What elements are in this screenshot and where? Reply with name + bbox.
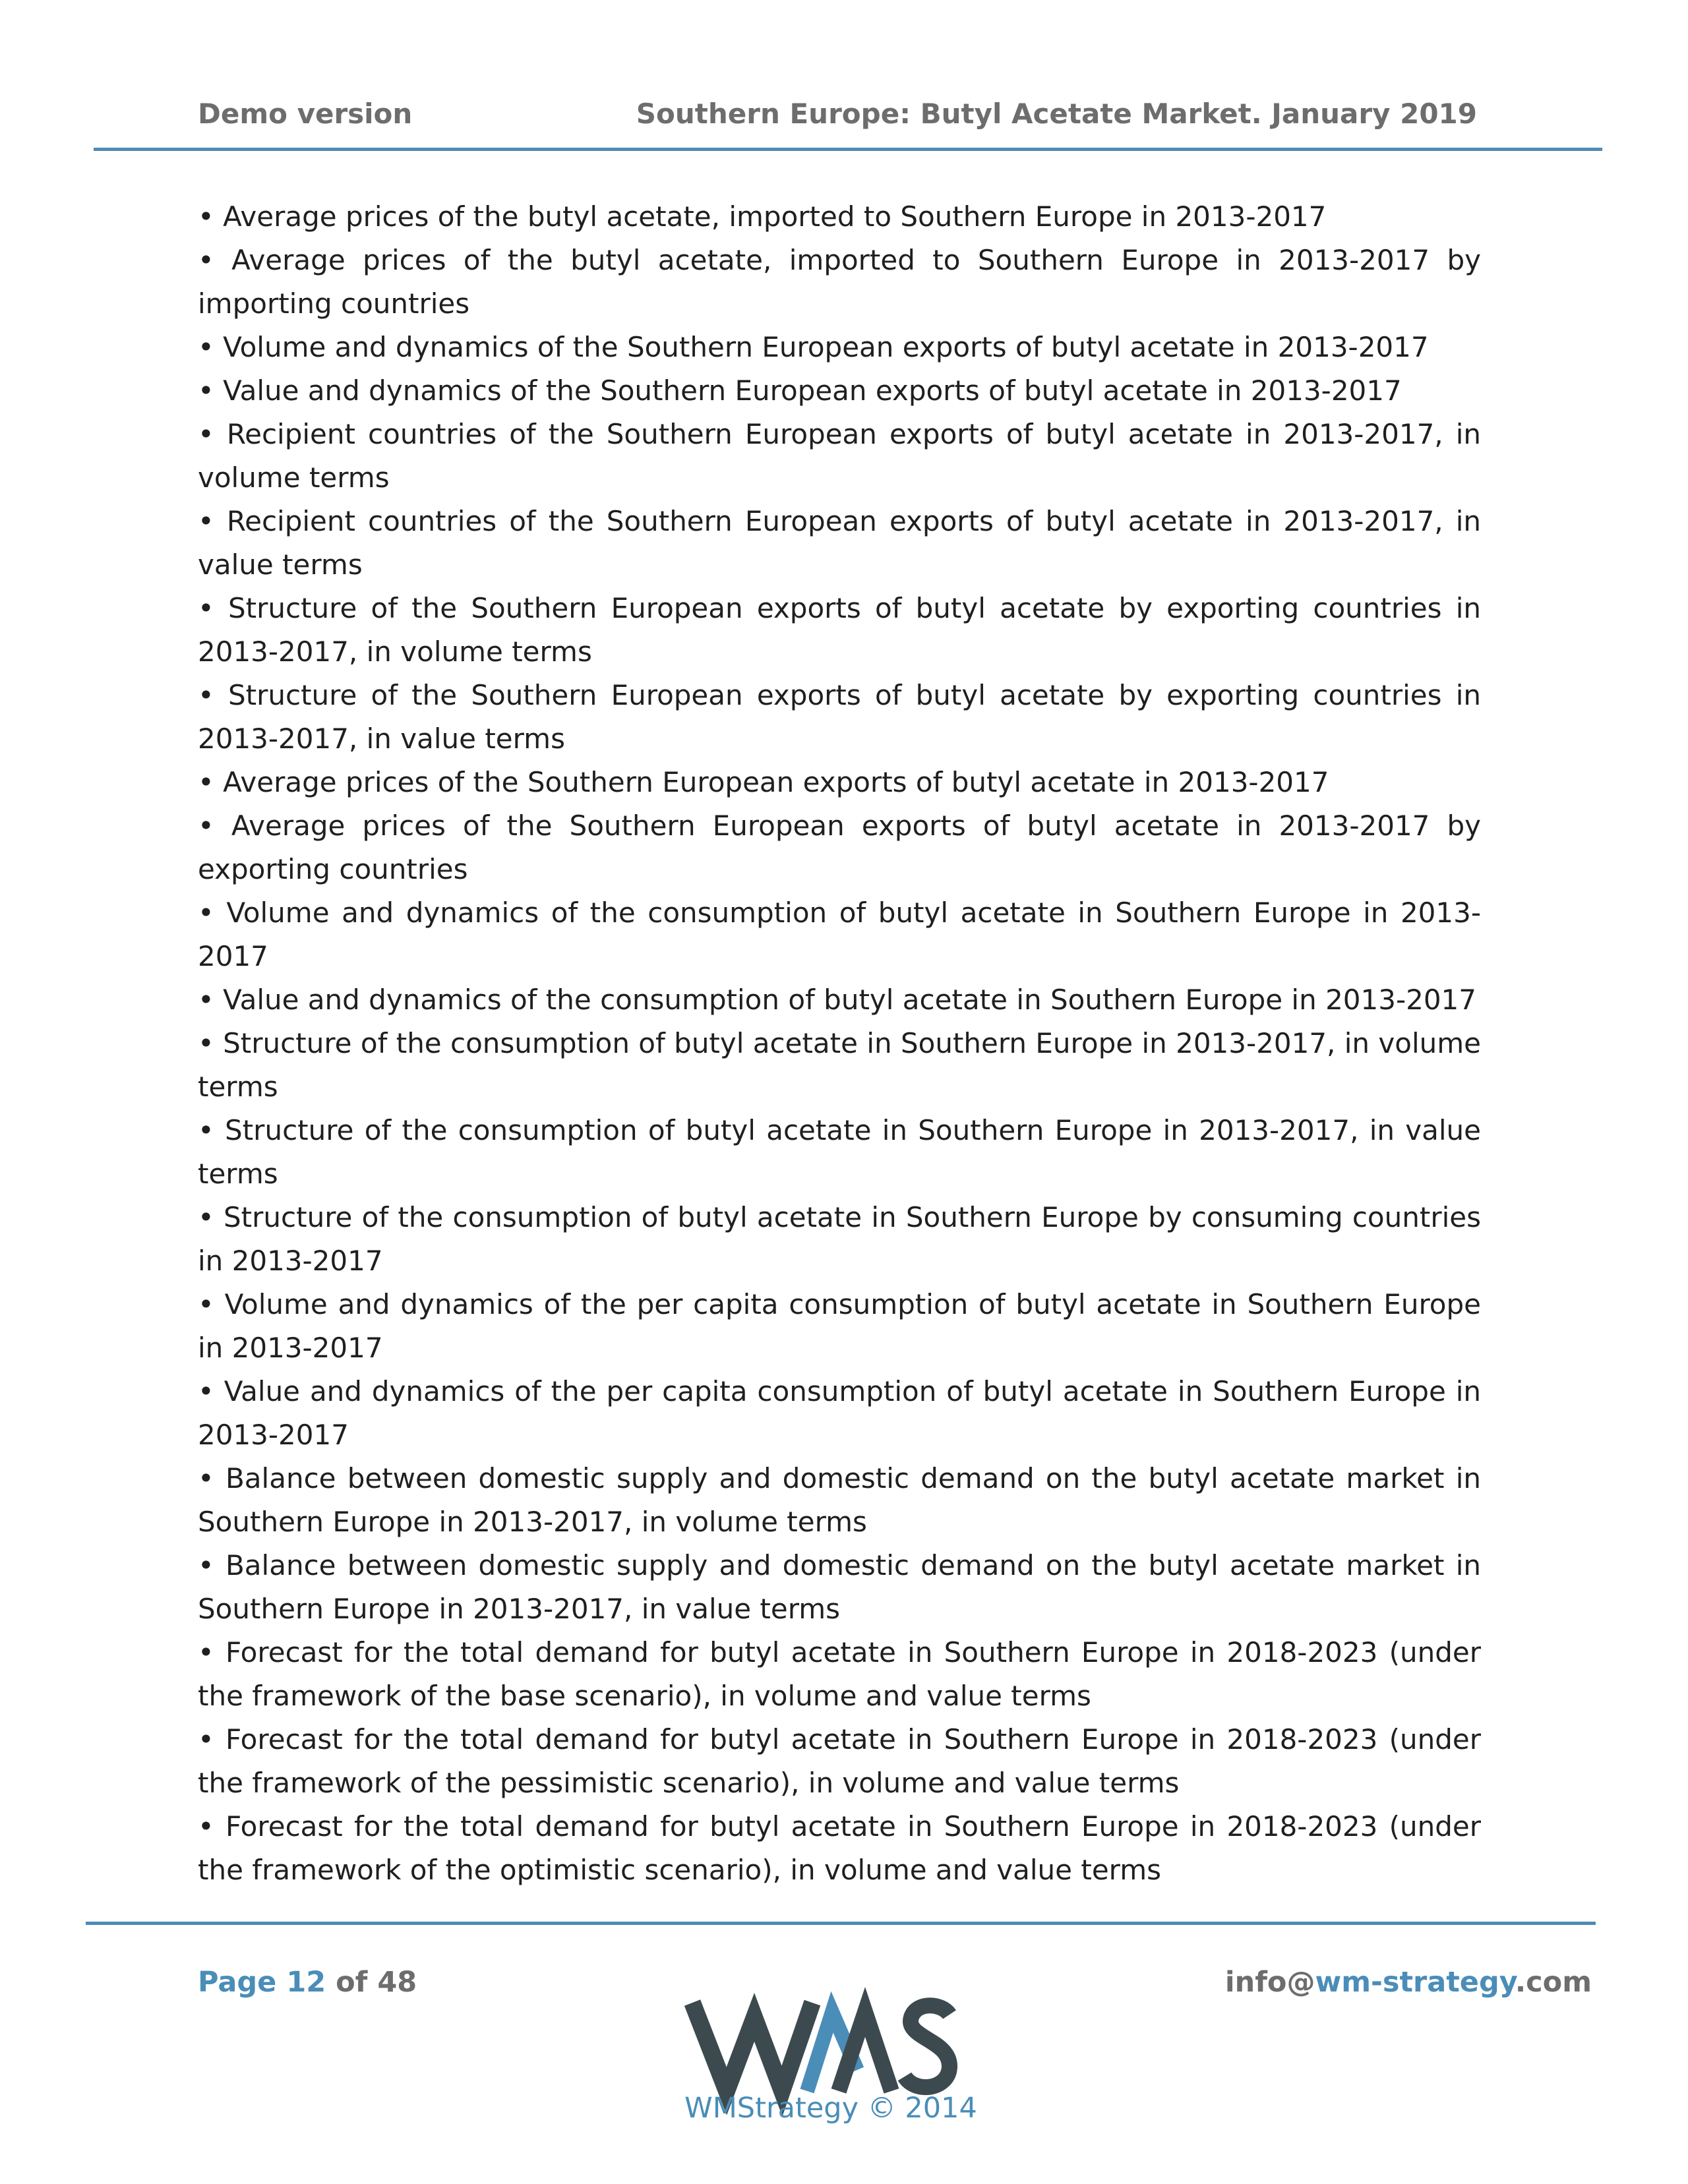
email-domain: wm-strategy [1315,1966,1515,1999]
page-number [198,1966,417,1999]
list-item: • Volume and dynamics of the Southern European exports of butyl acetate in 2013-2017 [198,331,1429,363]
report-title: Southern Europe: Butyl Acetate Market. January 2019 [636,98,1477,130]
footer-divider [86,1922,1596,1925]
list-item: • Value and dynamics of the consumption of butyl acetate in Southern Europe in 2013-2017 [198,984,1476,1016]
list-item: • Average prices of the butyl acetate, imported to Southern Europe in 2013-2017 [198,200,1327,233]
list-item: • Average prices of the Southern European exports of butyl acetate in 2013-2017 by exporting countries [198,810,1481,885]
demo-version-label: Demo version [198,98,413,130]
email-suffix: .com [1515,1966,1592,1999]
list-item: • Average prices of the butyl acetate, imported to Southern Europe in 2013-2017 by importing countries [198,244,1481,320]
list-item: • Value and dynamics of the Southern European exports of butyl acetate in 2013-2017 [198,374,1402,407]
list-item: • Volume and dynamics of the consumption of butyl acetate in Southern Europe in 2013-2017 [198,897,1481,972]
list-item: • Balance between domestic supply and domestic demand on the butyl acetate market in Southern Europe in 2013-2017, in volume terms [198,1462,1481,1538]
list-item: • Structure of the Southern European exports of butyl acetate by exporting countries in 2013-2017, in value terms [198,679,1481,755]
list-item: • Structure of the consumption of butyl acetate in Southern Europe in 2013-2017, in value terms [198,1114,1481,1190]
list-item: • Value and dynamics of the per capita consumption of butyl acetate in Southern Europe in 2013-2017 [198,1375,1481,1451]
list-item: • Volume and dynamics of the per capita consumption of butyl acetate in Southern Europe in 2013-2017 [198,1288,1481,1364]
contact-email[interactable] [1225,1966,1592,1999]
contents-list [198,195,1481,1892]
page-word: Page [198,1966,277,1999]
page-header [198,98,1477,137]
list-item: • Structure of the Southern European exports of butyl acetate by exporting countries in 2013-2017, in volume terms [198,592,1481,668]
copyright-text: WMStrategy © 2014 [684,2092,977,2125]
header-divider [94,148,1602,151]
list-item: • Recipient countries of the Southern European exports of butyl acetate in 2013-2017, in value terms [198,505,1481,581]
list-item: • Forecast for the total demand for butyl acetate in Southern Europe in 2018-2023 (under the framework of the optimistic scenario), in volume and value terms [198,1810,1481,1886]
list-item: • Average prices of the Southern European exports of butyl acetate in 2013-2017 [198,766,1329,798]
list-item: • Forecast for the total demand for butyl acetate in Southern Europe in 2018-2023 (under the framework of the pessimistic scenario), in volume and value terms [198,1723,1481,1799]
list-item: • Forecast for the total demand for butyl acetate in Southern Europe in 2018-2023 (under the framework of the base scenario), in volume and value terms [198,1636,1481,1712]
list-item: • Structure of the consumption of butyl acetate in Southern Europe by consuming countries in 2013-2017 [198,1201,1481,1277]
list-item: • Recipient countries of the Southern European exports of butyl acetate in 2013-2017, in volume terms [198,418,1481,494]
email-prefix: info@ [1224,1966,1315,1999]
page-current: 12 [286,1966,326,1999]
list-item: • Structure of the consumption of butyl acetate in Southern Europe in 2013-2017, in volume terms [198,1027,1481,1103]
list-item: • Balance between domestic supply and domestic demand on the butyl acetate market in Southern Europe in 2013-2017, in value terms [198,1549,1481,1625]
page-total: of 48 [336,1966,417,1999]
